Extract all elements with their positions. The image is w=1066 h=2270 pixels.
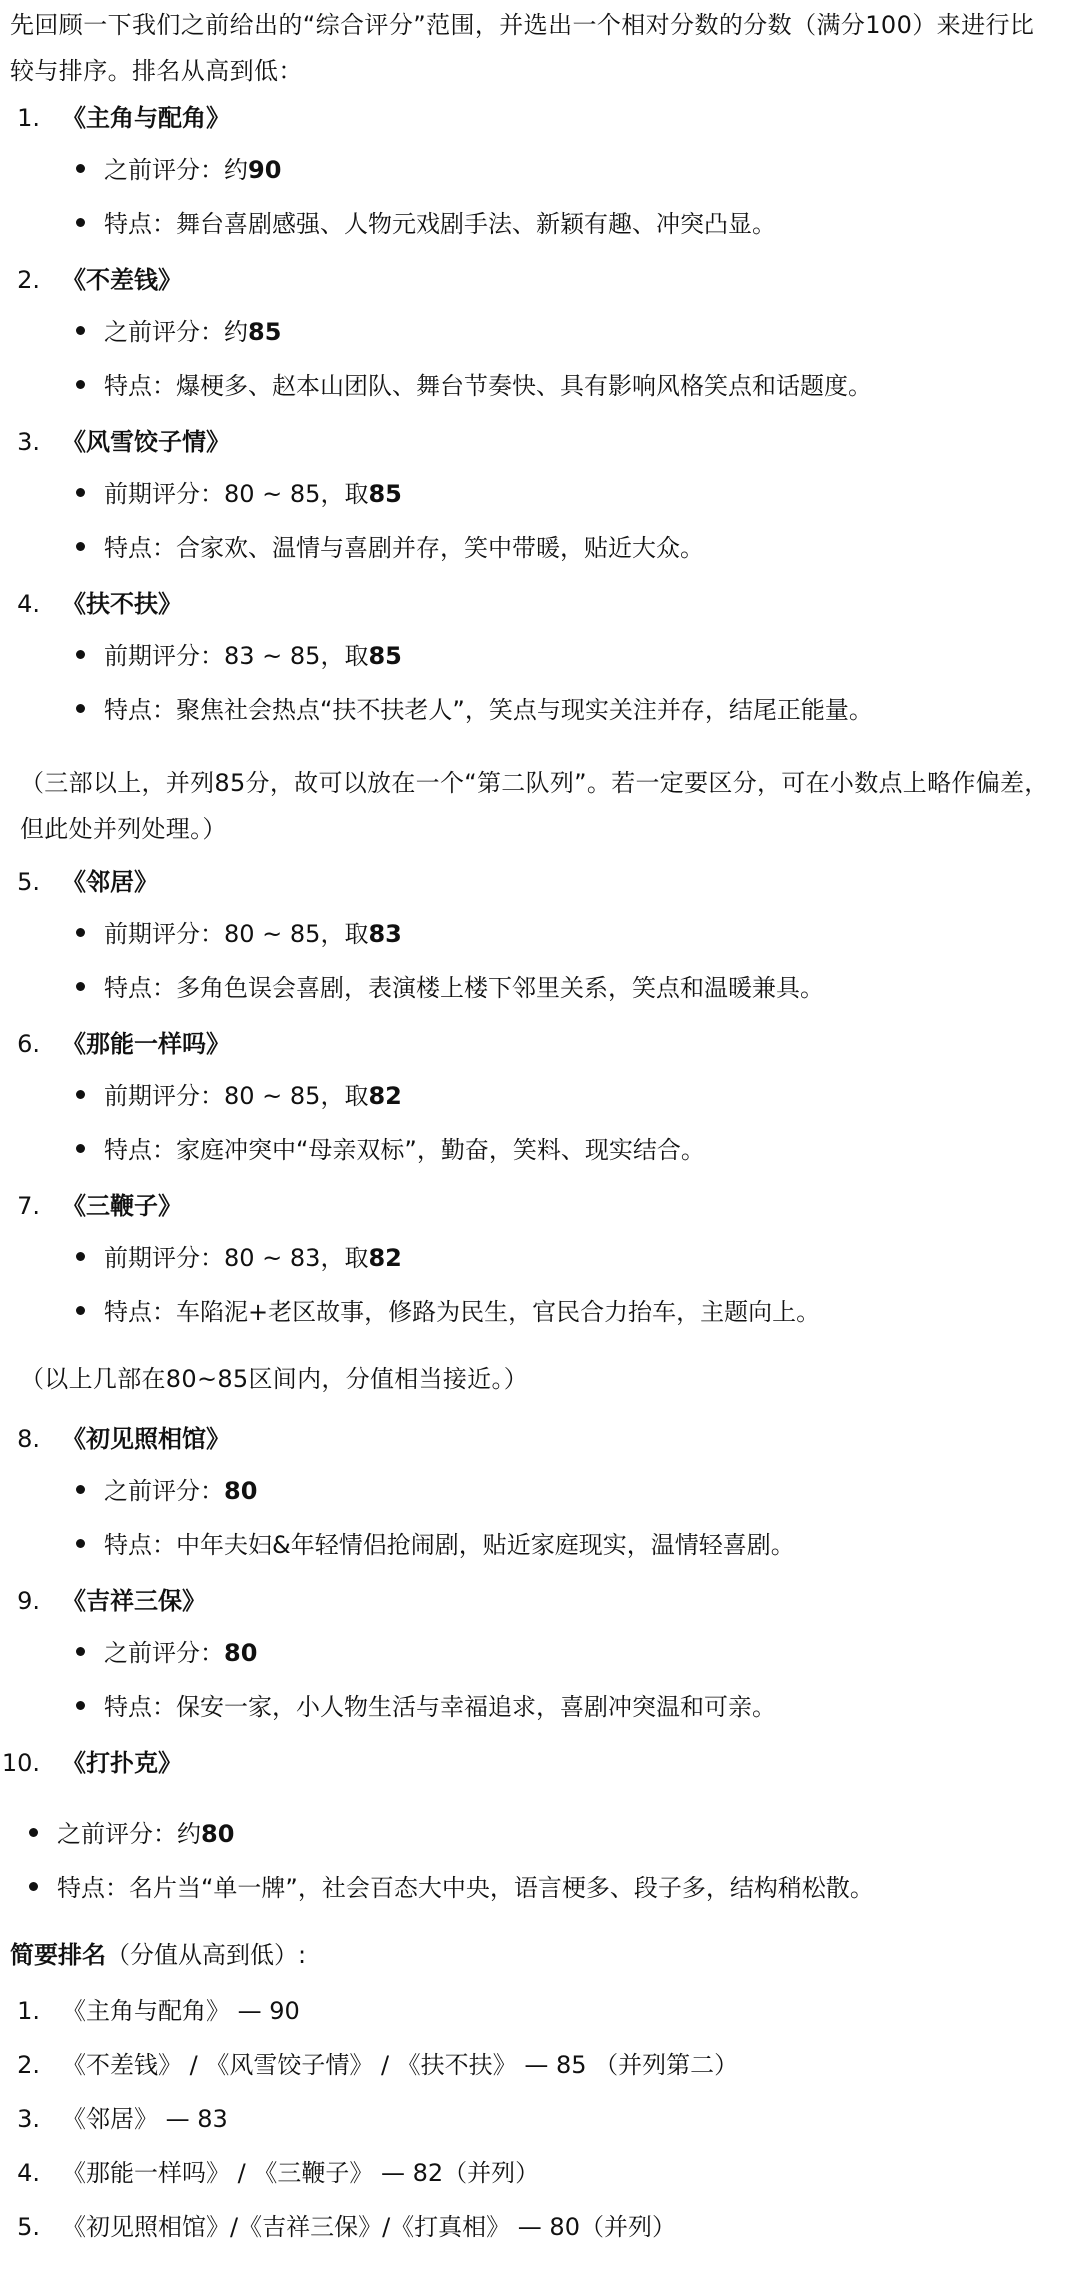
bullet-icon: [76, 1539, 85, 1548]
bullet-icon: [76, 982, 85, 991]
summary-rank-line: 《不差钱》 / 《风雪饺子情》 / 《扶不扶》 — 85 （并列第二）: [62, 2051, 739, 2079]
summary-heading: 简要排名（分值从高到低）:: [10, 1941, 307, 1969]
feature-line: 特点：家庭冲突中“母亲双标”，勤奋，笑料、现实结合。: [104, 1136, 705, 1164]
intro-paragraph: 先回顾一下我们之前给出的“综合评分”范围，并选出一个相对分数的分数（满分100）来进行比较与排序。排名从高到低：: [10, 11, 1035, 85]
feature-line: 特点：中年夫妇&年轻情侣抢闹剧，贴近家庭现实，温情轻喜剧。: [104, 1531, 795, 1559]
bullet-icon: [76, 1144, 85, 1153]
summary-rank-number: 5.: [17, 2213, 40, 2241]
bullet-icon: [76, 1090, 85, 1099]
bullet-icon: [76, 488, 85, 497]
bullet-icon: [76, 928, 85, 937]
bullet-icon: [76, 326, 85, 335]
bullet-icon: [76, 1306, 85, 1315]
feature-line: 特点：聚焦社会热点“扶不扶老人”，笑点与现实关注并存，结尾正能量。: [104, 696, 873, 724]
feature-line: 特点：舞台喜剧感强、人物元戏剧手法、新颖有趣、冲突凸显。: [104, 210, 776, 238]
item-number: 8.: [17, 1425, 40, 1453]
summary-rank-line: 《那能一样吗》 / 《三鞭子》 — 82（并列）: [62, 2159, 540, 2187]
bullet-icon: [76, 1701, 85, 1710]
score-line: 之前评分：80: [104, 1477, 258, 1505]
bullet-icon: [29, 1882, 38, 1891]
item-title: 《吉祥三保》: [62, 1587, 206, 1615]
score-line: 之前评分：约85: [104, 318, 282, 346]
score-line: 之前评分：约90: [104, 156, 282, 184]
bullet-icon: [76, 650, 85, 659]
tier-note: （三部以上，并列85分，故可以放在一个“第二队列”。若一定要区分，可在小数点上略作偏差，但此处并列处理。）: [20, 769, 1049, 843]
item-title: 《主角与配角》: [62, 104, 230, 132]
summary-rank-line: 《邻居》 — 83: [62, 2105, 228, 2133]
bullet-icon: [76, 1252, 85, 1261]
feature-line: 特点：多角色误会喜剧，表演楼上楼下邻里关系，笑点和温暖兼具。: [104, 974, 824, 1002]
item-number: 5.: [17, 868, 40, 896]
item-number: 10.: [1, 1749, 40, 1777]
bullet-icon: [76, 542, 85, 551]
feature-line: 特点：名片当“单一牌”，社会百态大中央，语言梗多、段子多，结构稍松散。: [57, 1874, 874, 1902]
bullet-icon: [76, 1485, 85, 1494]
score-line: 前期评分：83 ~ 85，取85: [104, 642, 402, 670]
feature-line: 特点：合家欢、温情与喜剧并存，笑中带暖，贴近大众。: [104, 534, 704, 562]
summary-rank-number: 1.: [17, 1997, 40, 2025]
summary-rank-number: 2.: [17, 2051, 40, 2079]
bullet-icon: [76, 704, 85, 713]
item-number: 7.: [17, 1192, 40, 1220]
range-note: （以上几部在80~85区间内，分值相当接近。）: [20, 1365, 529, 1393]
bullet-icon: [76, 380, 85, 389]
score-line: 前期评分：80 ~ 85，取85: [104, 480, 402, 508]
score-line: 前期评分：80 ~ 85，取83: [104, 920, 402, 948]
item-title: 《风雪饺子情》: [62, 428, 230, 456]
item-number: 6.: [17, 1030, 40, 1058]
feature-line: 特点：爆梗多、赵本山团队、舞台节奏快、具有影响风格笑点和话题度。: [104, 372, 872, 400]
summary-rank-number: 3.: [17, 2105, 40, 2133]
item-title: 《扶不扶》: [62, 590, 182, 618]
summary-rank-number: 4.: [17, 2159, 40, 2187]
bullet-icon: [76, 1647, 85, 1656]
feature-line: 特点：保安一家，小人物生活与幸福追求，喜剧冲突温和可亲。: [104, 1693, 776, 1721]
bullet-icon: [29, 1828, 38, 1837]
bullet-icon: [76, 164, 85, 173]
item-number: 9.: [17, 1587, 40, 1615]
item-title: 《打扑克》: [62, 1749, 182, 1777]
item-title: 《那能一样吗》: [62, 1030, 230, 1058]
summary-rank-line: 《初见照相馆》/《吉祥三保》/《打真相》 — 80（并列）: [62, 2213, 676, 2241]
summary-rank-line: 《主角与配角》 — 90: [62, 1997, 300, 2025]
score-line: 之前评分：约80: [57, 1820, 235, 1848]
score-line: 之前评分：80: [104, 1639, 258, 1667]
item-number: 2.: [17, 266, 40, 294]
score-line: 前期评分：80 ~ 83，取82: [104, 1244, 402, 1272]
item-number: 3.: [17, 428, 40, 456]
item-number: 1.: [17, 104, 40, 132]
bullet-icon: [76, 218, 85, 227]
score-line: 前期评分：80 ~ 85，取82: [104, 1082, 402, 1110]
item-title: 《初见照相馆》: [62, 1425, 230, 1453]
item-number: 4.: [17, 590, 40, 618]
item-title: 《不差钱》: [62, 266, 182, 294]
item-title: 《三鞭子》: [62, 1192, 182, 1220]
feature-line: 特点：车陷泥+老区故事，修路为民生，官民合力抬车，主题向上。: [104, 1298, 821, 1326]
item-title: 《邻居》: [62, 868, 158, 896]
